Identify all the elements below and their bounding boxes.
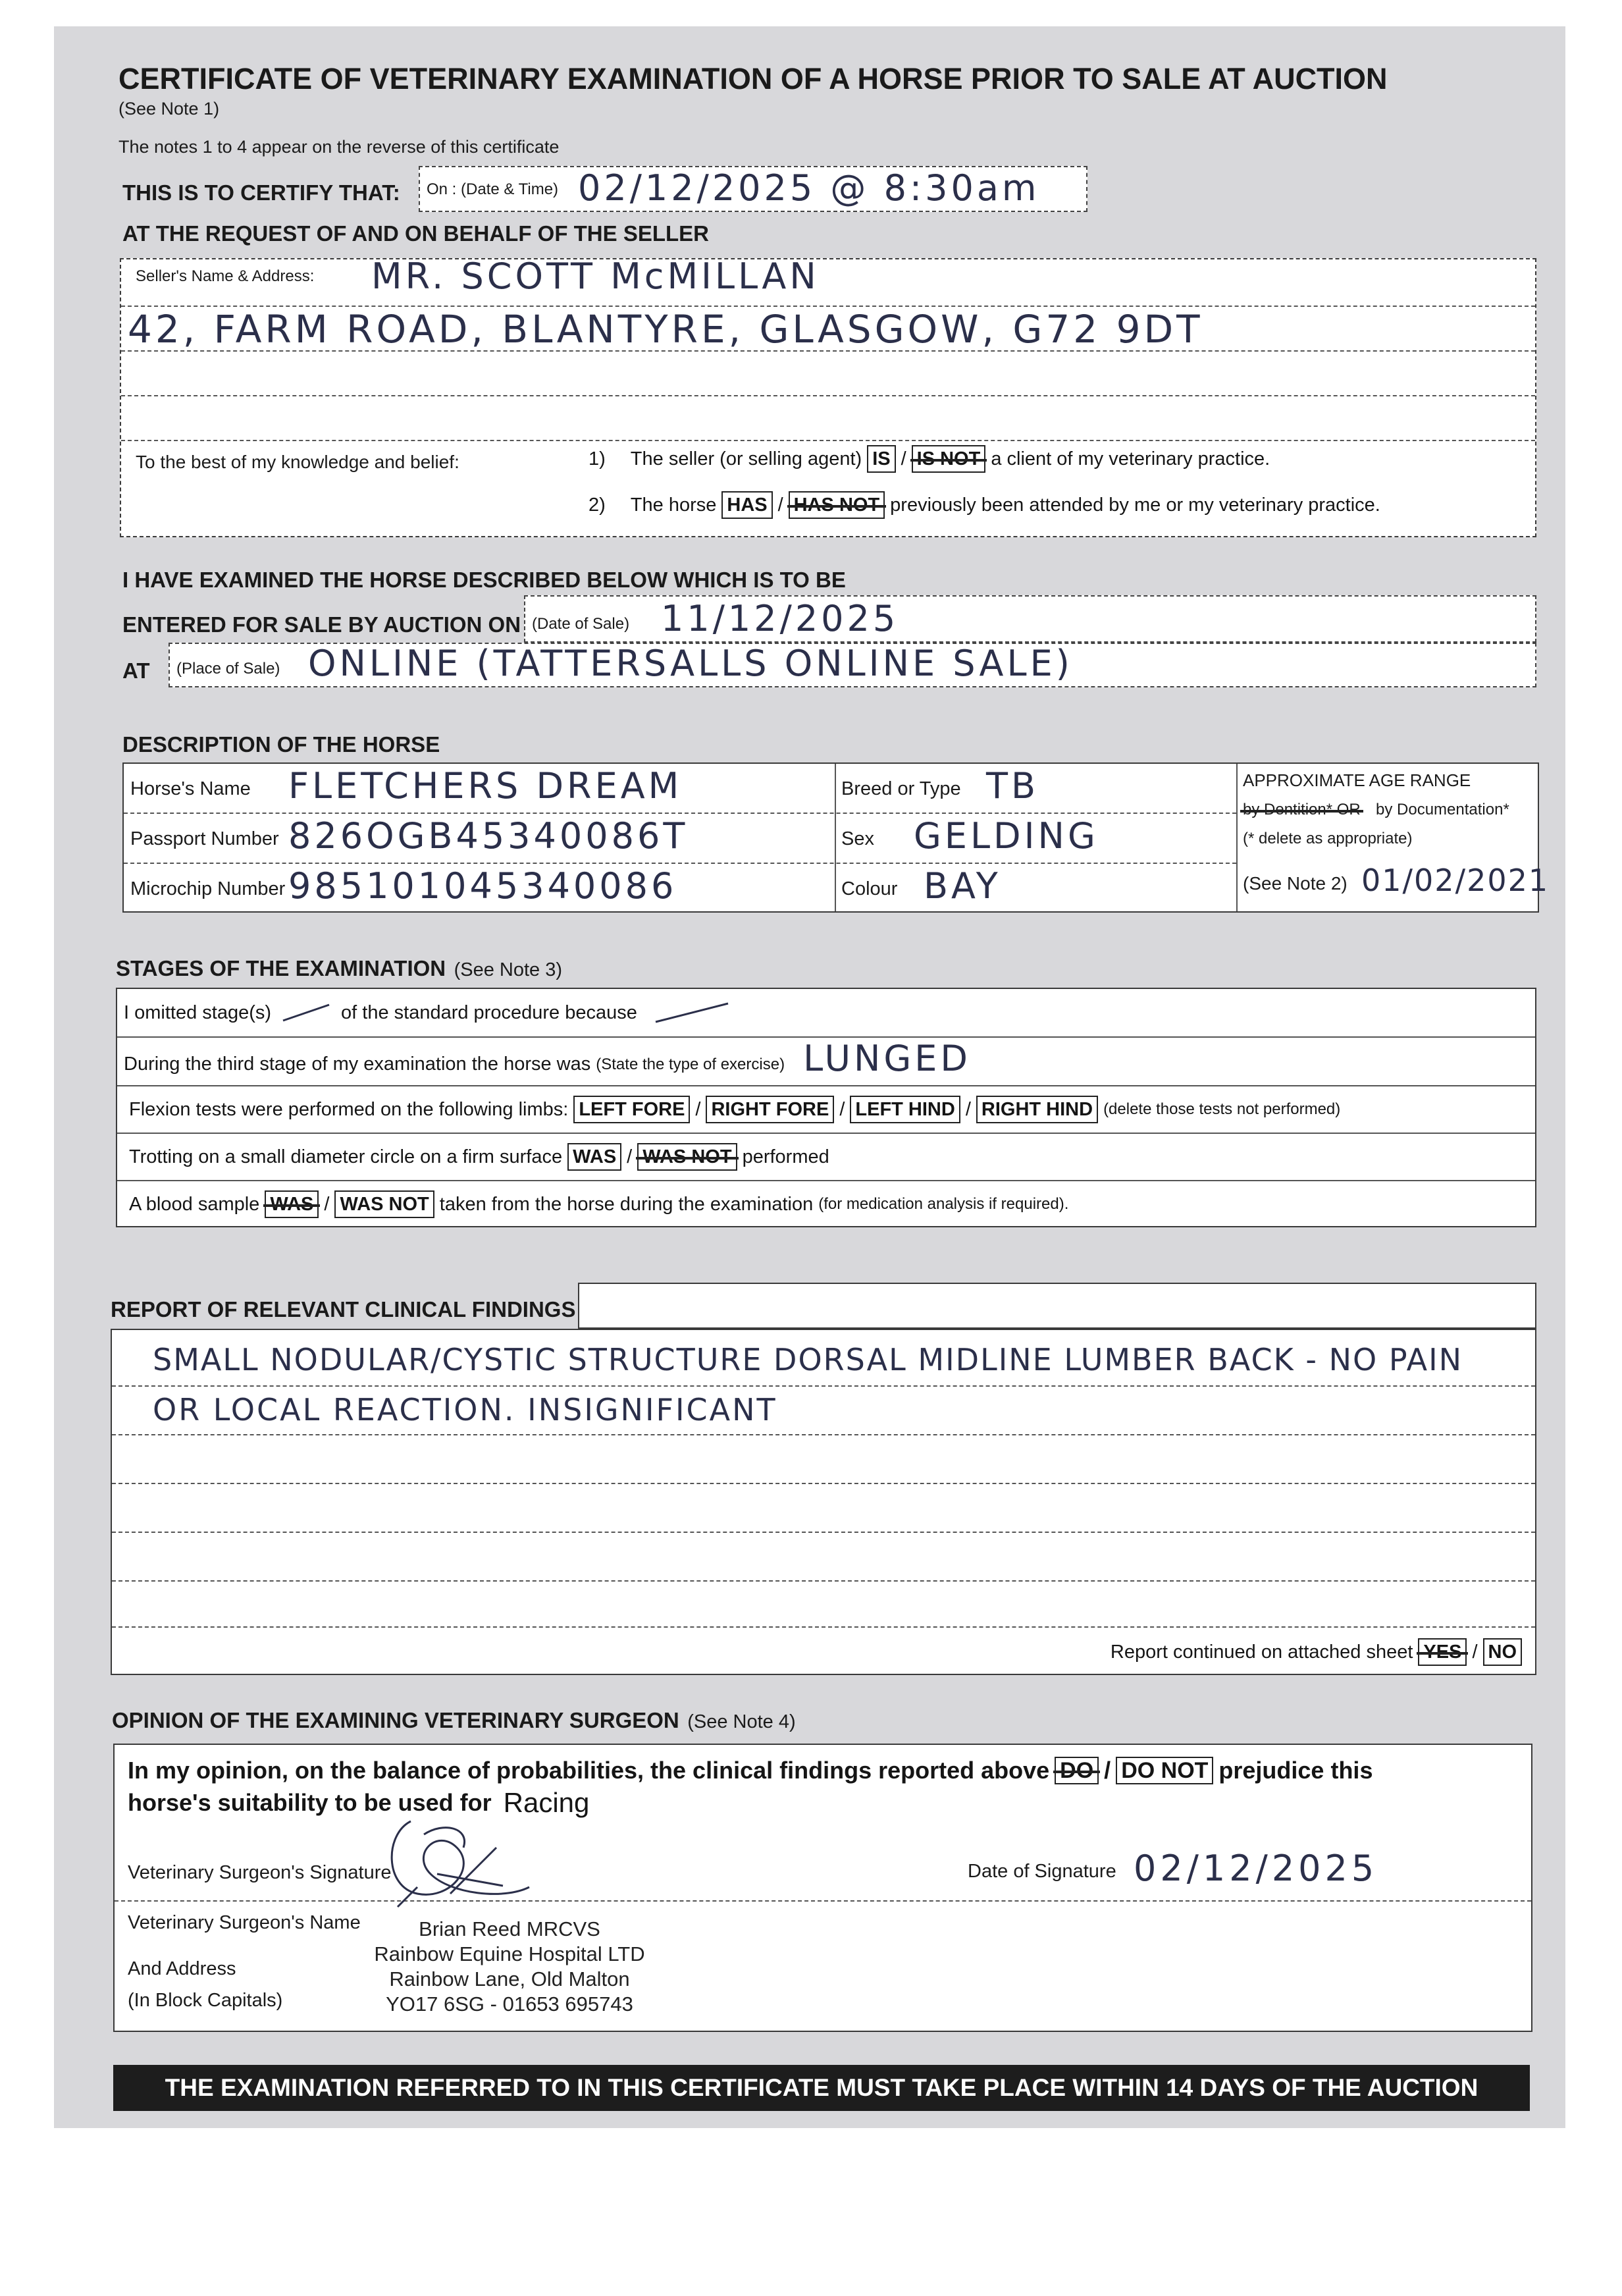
divider	[112, 1626, 1535, 1628]
certify-label: THIS IS TO CERTIFY THAT:	[122, 180, 400, 205]
blood-text-end: taken from the horse during the examination	[439, 1193, 814, 1215]
slash: /	[901, 448, 906, 469]
flexion-row	[129, 1096, 1340, 1123]
stages-heading: STAGES OF THE EXAMINATION	[116, 956, 446, 980]
attended-statement	[589, 491, 1380, 519]
report-header-blank	[578, 1283, 1536, 1329]
breed-value[interactable]: TB	[986, 765, 1039, 807]
signature-date-value[interactable]: 02/12/2025	[1134, 1848, 1378, 1889]
divider	[112, 1385, 1535, 1387]
attended-has-option[interactable]: HAS	[721, 491, 772, 519]
item-number: 2)	[589, 494, 606, 516]
sex-label: Sex	[841, 828, 874, 849]
suitability-text: horse's suitability to be used for	[128, 1789, 492, 1816]
divider	[121, 350, 1535, 352]
divider	[112, 1580, 1535, 1582]
attended-text: The horse	[630, 494, 717, 516]
opinion-heading: OPINION OF THE EXAMINING VETERINARY SURGEON	[112, 1708, 679, 1732]
limb-right-fore[interactable]: RIGHT FORE	[706, 1096, 834, 1123]
signature-date-label: Date of Signature	[968, 1861, 1116, 1882]
exam-datetime-field[interactable]	[419, 166, 1087, 212]
sale-place-field[interactable]	[169, 643, 1536, 687]
stages-note: (See Note 3)	[454, 959, 562, 980]
passport-label: Passport Number	[130, 828, 279, 849]
divider	[124, 813, 1236, 814]
age-delete-note: (* delete as appropriate)	[1243, 830, 1413, 847]
continued-no-option[interactable]: NO	[1483, 1638, 1523, 1666]
examined-heading: I HAVE EXAMINED THE HORSE DESCRIBED BELOW WHICH IS TO BE	[122, 568, 846, 592]
flexion-text: Flexion tests were performed on the following limbs:	[129, 1098, 569, 1120]
age-value[interactable]: 01/02/2021	[1361, 863, 1550, 898]
opinion-text: In my opinion, on the balance of probabilities, the clinical findings reported above	[128, 1757, 1050, 1784]
report-line-2[interactable]: OR LOCAL REACTION. INSIGNIFICANT	[153, 1392, 777, 1428]
colour-value[interactable]: BAY	[924, 865, 1001, 907]
divider	[117, 1180, 1535, 1181]
vet-postcode[interactable]: YO17 6SG - 01653 695743	[386, 1992, 633, 2016]
limb-left-hind[interactable]: LEFT HIND	[850, 1096, 960, 1123]
blood-text: A blood sample	[129, 1193, 260, 1215]
trot-text-end: performed	[742, 1146, 829, 1167]
blood-row	[129, 1190, 1068, 1218]
limb-right-hind[interactable]: RIGHT HIND	[976, 1096, 1098, 1123]
report-box	[111, 1329, 1536, 1675]
divider	[124, 863, 1236, 864]
client-text-end: a client of my veterinary practice.	[991, 448, 1270, 469]
divider	[112, 1434, 1535, 1435]
divider	[117, 1133, 1535, 1134]
report-line-1[interactable]: SMALL NODULAR/CYSTIC STRUCTURE DORSAL MIDLINE LUMBER BACK - NO PAIN	[153, 1342, 1463, 1377]
use-value[interactable]: Racing	[503, 1787, 590, 1818]
horse-table	[122, 762, 1550, 913]
divider	[112, 1483, 1535, 1484]
at-label: AT	[122, 658, 150, 683]
see-note-1: (See Note 1)	[118, 99, 220, 119]
sale-place-value: ONLINE (TATTERSALLS ONLINE SALE)	[308, 643, 1073, 684]
client-is-option[interactable]: IS	[867, 445, 895, 473]
omitted-reason-dash[interactable]	[642, 1000, 735, 1026]
notes-line: The notes 1 to 4 appear on the reverse of this certificate	[118, 137, 560, 157]
horse-name-label: Horse's Name	[130, 778, 251, 799]
slash: /	[324, 1193, 330, 1215]
vet-name-label: Veterinary Surgeon's Name	[128, 1912, 361, 1933]
divider	[835, 764, 836, 911]
microchip-value[interactable]: 985101045340086	[288, 865, 677, 907]
sale-date-field[interactable]	[524, 595, 1536, 643]
passport-value[interactable]: 826OGB45340086T	[288, 815, 689, 857]
third-stage-note: (State the type of exercise)	[596, 1055, 785, 1073]
colour-label: Colour	[841, 878, 898, 899]
slash: /	[965, 1098, 971, 1120]
vet-name[interactable]: Brian Reed MRCVS	[419, 1917, 600, 1940]
knowledge-label: To the best of my knowledge and belief:	[136, 452, 459, 472]
opinion-do-option[interactable]: DO	[1055, 1757, 1099, 1784]
microchip-label: Microchip Number	[130, 878, 286, 899]
trot-was-option[interactable]: WAS	[567, 1143, 621, 1171]
trot-text: Trotting on a small diameter circle on a firm surface	[129, 1146, 563, 1167]
breed-label: Breed or Type	[841, 778, 961, 799]
divider	[121, 440, 1535, 441]
omitted-reason-text: of the standard procedure because	[341, 1001, 637, 1023]
page-title: CERTIFICATE OF VETERINARY EXAMINATION OF A HORSE PRIOR TO SALE AT AUCTION	[118, 62, 1388, 95]
stages-table	[116, 988, 1536, 1227]
omitted-stages-row	[124, 1000, 735, 1026]
divider	[115, 1900, 1531, 1902]
report-heading: REPORT OF RELEVANT CLINICAL FINDINGS	[111, 1297, 576, 1322]
opinion-do-not-option[interactable]: DO NOT	[1116, 1757, 1213, 1784]
slash: /	[777, 494, 783, 516]
block-capitals-label: (In Block Capitals)	[128, 1990, 283, 2011]
signature-label: Veterinary Surgeon's Signature	[128, 1862, 392, 1883]
divider	[112, 1532, 1535, 1533]
seller-box	[120, 255, 1536, 537]
flexion-note: (delete those tests not performed)	[1103, 1100, 1341, 1118]
client-is-not-option[interactable]: IS NOT	[912, 445, 986, 473]
footer-warning: THE EXAMINATION REFERRED TO IN THIS CERTIFICATE MUST TAKE PLACE WITHIN 14 DAYS OF THE AUCTION	[113, 2065, 1530, 2111]
vet-hospital[interactable]: Rainbow Equine Hospital LTD	[374, 1942, 645, 1965]
divider	[121, 395, 1535, 396]
seller-name[interactable]: MR. SCOTT McMILLAN	[371, 255, 820, 297]
continued-text: Report continued on attached sheet	[1110, 1641, 1413, 1663]
auction-heading: ENTERED FOR SALE BY AUCTION ON	[122, 612, 521, 637]
blood-was-not-option[interactable]: WAS NOT	[334, 1190, 434, 1218]
age-dentition-option[interactable]: by Dentition* OR	[1243, 801, 1361, 818]
third-stage-text: During the third stage of my examination the horse was	[124, 1054, 591, 1075]
stages-heading-row	[116, 956, 562, 981]
sale-date-label: (Date of Sale)	[532, 615, 630, 633]
slash: /	[1472, 1641, 1478, 1663]
age-range-title: APPROXIMATE AGE RANGE	[1243, 770, 1471, 790]
exam-datetime-value: 02/12/2025 @ 8:30am	[578, 167, 1040, 209]
exam-datetime-label: On : (Date & Time)	[427, 180, 559, 198]
sex-value[interactable]: GELDING	[914, 815, 1099, 857]
client-statement	[589, 445, 1270, 473]
opinion-heading-row	[112, 1708, 796, 1733]
horse-name-value[interactable]: FLETCHERS DREAM	[288, 765, 683, 807]
limb-left-fore[interactable]: LEFT FORE	[573, 1096, 690, 1123]
slash: /	[695, 1098, 701, 1120]
client-text: The seller (or selling agent)	[630, 448, 862, 469]
signature-scribble[interactable]	[371, 1808, 542, 1913]
opinion-statement	[128, 1757, 1373, 1784]
omitted-stage-dash[interactable]	[276, 1000, 336, 1026]
divider	[1236, 764, 1238, 911]
omitted-text: I omitted stage(s)	[124, 1001, 272, 1023]
exercise-value[interactable]: LUNGED	[803, 1038, 971, 1079]
vet-street[interactable]: Rainbow Lane, Old Malton	[389, 1967, 630, 1990]
opinion-note: (See Note 4)	[687, 1711, 796, 1732]
age-note-2: (See Note 2)	[1243, 873, 1347, 894]
continued-yes-option[interactable]: YES	[1418, 1638, 1467, 1666]
attended-has-not-option[interactable]: HAS NOT	[789, 491, 885, 519]
opinion-text-end: prejudice this	[1218, 1757, 1373, 1784]
attended-text-end: previously been attended by me or my veterinary practice.	[890, 494, 1380, 516]
sale-date-value: 11/12/2025	[661, 598, 899, 639]
trot-was-not-option[interactable]: WAS NOT	[637, 1143, 737, 1171]
slash: /	[1104, 1757, 1111, 1784]
vet-address-label: And Address	[128, 1958, 236, 1979]
horse-heading: DESCRIPTION OF THE HORSE	[122, 732, 440, 757]
seller-label: Seller's Name & Address:	[136, 267, 315, 285]
slash: /	[839, 1098, 845, 1120]
continued-row	[1111, 1638, 1522, 1666]
third-stage-row	[124, 1038, 971, 1079]
opinion-box	[113, 1744, 1532, 2032]
seller-address[interactable]: 42, FARM ROAD, BLANTYRE, GLASGOW, G72 9DT	[128, 307, 1203, 352]
blood-was-option[interactable]: WAS	[265, 1190, 319, 1218]
sale-place-label: (Place of Sale)	[176, 660, 280, 678]
request-heading: AT THE REQUEST OF AND ON BEHALF OF THE SELLER	[122, 221, 709, 246]
divider	[117, 1085, 1535, 1086]
slash: /	[627, 1146, 633, 1167]
item-number: 1)	[589, 448, 606, 469]
age-documentation-option[interactable]: by Documentation*	[1376, 801, 1509, 818]
blood-note: (for medication analysis if required).	[818, 1195, 1069, 1213]
trot-row	[129, 1143, 829, 1171]
